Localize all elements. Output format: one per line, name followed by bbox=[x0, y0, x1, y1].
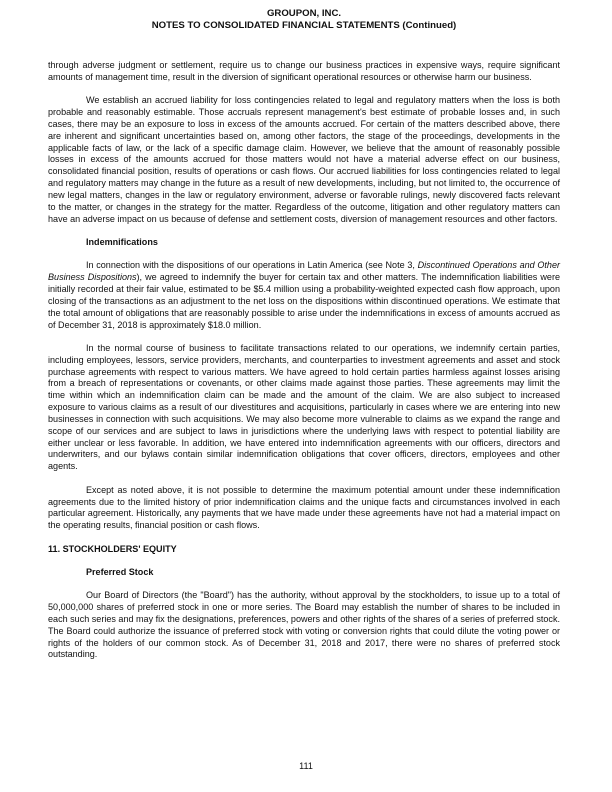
paragraph-normal-course-indemnification: In the normal course of business to facilitate transactions related to our operations, we indemnify certain parties, including employees, lessors, service providers, merchants, and counterparties to investment agreements and asset and stock purchase agreements with respect to various matters. We have agreed to hold certain parties harmless against losses arising from a breach of representations or covenants, or other claims made against those parties. These agreements may limit the time within which an indemnification claim can be made and the amount of the claim. We are also subject to increased exposure to various claims as a result of our divestitures and acquisitions, particularly in cases where we are entering into new businesses in connection with such acquisitions. We may also become more vulnerable to claims as we expand the range and scope of our services and are subject to laws in jurisdictions where the underlying laws with respect to potential liability are either unclear or less favorable. In addition, we have entered into indemnification agreements with our officers, directors and underwriters, and our bylaws contain similar indemnification obligations that cover officers, directors, employees and other agents. bbox=[48, 342, 560, 472]
paragraph-continuation: through adverse judgment or settlement, require us to change our business practices in expensive ways, require significant amounts of management time, result in the diversion of significant operational resources or otherwise harm our business. bbox=[48, 60, 560, 82]
paragraph-preferred-stock: Our Board of Directors (the "Board") has the authority, without approval by the stockholders, to issue up to a total of 50,000,000 shares of preferred stock in one or more series. The Board may establish the number of shares to be included in each such series and may fix the designations, preferences, powers and other rights of the shares of a series of preferred stock. The Board could authorize the issuance of preferred stock with voting or conversion rights that could dilute the voting power or rights of the holders of our common stock. As of December 31, 2018 and 2017, there were no shares of preferred stock outstanding. bbox=[48, 590, 560, 660]
page-content bbox=[48, 60, 560, 661]
preferred-stock-heading: Preferred Stock bbox=[86, 566, 154, 577]
paragraph-text-start: In connection with the dispositions of our operations in Latin America (see Note 3, bbox=[86, 260, 418, 271]
page-title: NOTES TO CONSOLIDATED FINANCIAL STATEMENTS (Continued) bbox=[151, 19, 457, 31]
paragraph-maximum-potential-amount: Except as noted above, it is not possible to determine the maximum potential amount under these indemnification agreements due to the limited history of prior indemnification claims and the unique facts and circumstances involved in each particular agreement. Historically, any payments that we have made under these agreements have not had a material impact on the operating results, financial position or cash flows. bbox=[48, 484, 560, 531]
section-heading-stockholders-equity: 11. STOCKHOLDERS' EQUITY bbox=[48, 543, 177, 554]
paragraph-latin-america-indemnification bbox=[48, 260, 560, 331]
note-reference-title: Discontinued Operations and Other Business Dispositions bbox=[48, 260, 560, 283]
paragraph-accrued-liability: We establish an accrued liability for loss contingencies related to legal and regulatory matters when the loss is both probable and reasonably estimable. Those accruals represent management's best estimate of probable losses and, in such cases, there may be an exposure to loss in excess of the amounts accrued. For certain of the matters described above, there are inherent and significant uncertainties based on, among other factors, the stage of the proceedings, developments in the applicable facts of law, or the lack of a specific damage claim. However, we believe that the amount of reasonably possible losses in excess of the amounts accrued for those matters would not have a material adverse effect on our business, consolidated financial position, results of operations or cash flows. Our accrued liabilities for loss contingencies related to legal and regulatory matters may change in the future as a result of new developments, including, but not limited to, the occurrence of new legal matters, changes in the law or regulatory environment, adverse or favorable rulings, newly discovered facts relevant to the matter, or changes in the strategy for the matter. Regardless of the outcome, litigation and other regulatory matters can have an adverse impact on us because of defense and settlement costs, diversion of management resources and other factors. bbox=[48, 95, 560, 224]
page-number: 111 bbox=[299, 761, 313, 771]
company-name: GROUPON, INC. bbox=[266, 8, 342, 19]
indemnifications-heading: Indemnifications bbox=[86, 236, 158, 247]
paragraph-text-end: ), we agreed to indemnify the buyer for certain tax and other matters. The indemnification liabilities were initially recorded at their fair value, estimated to be $5.4 million using a probability-weighted expected cash flow approach, upon closing of the transactions as an adjustment to the net loss on the dispositions within discontinued operations. We estimate that the total amount of obligations that are reasonably possible to arise under the indemnifications in excess of amounts accrued as of December 31, 2018 is approximately $18.0 million. bbox=[48, 272, 560, 330]
page-header bbox=[48, 8, 560, 31]
